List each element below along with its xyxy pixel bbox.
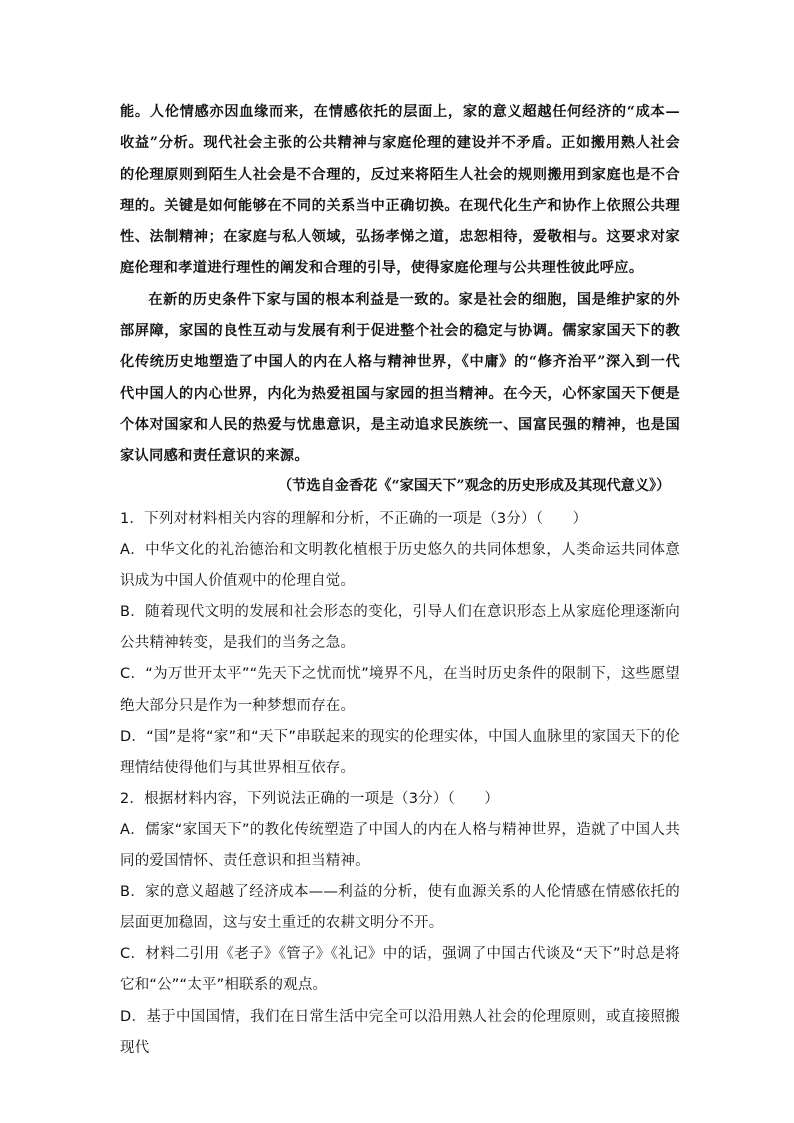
- answer-option-b: B．随着现代文明的发展和社会形态的变化，引导人们在意识形态上从家庭伦理逐渐向公共精神转变，是我们的当务之急。: [120, 604, 680, 652]
- reading-passage: [120, 97, 680, 473]
- question-item: [120, 784, 680, 1064]
- answer-option-a: A．中华文化的礼治德治和文明教化植根于历史悠久的共同体想象，人类命运共同体意识成为中国人价值观中的伦理自觉。: [120, 542, 680, 590]
- answer-option-c: C．材料二引用《老子》《管子》《礼记》中的话，强调了中国古代谈及“天下”时总是将它和“公”“太平”相联系的观点。: [120, 946, 680, 994]
- answer-option-a: A．儒家“家国天下”的教化传统塑造了中国人的内在人格与精神世界，造就了中国人共同的爱国情怀、责任意识和担当精神。: [120, 821, 680, 870]
- answer-option-c: C．“为万世开太平”“先天下之忧而忧”境界不凡，在当时历史条件的限制下，这些愿望绝大部分只是作为一种梦想而存在。: [120, 666, 680, 714]
- passage-paragraph: 在新的历史条件下家与国的根本利益是一致的。家是社会的细胞，国是维护家的外部屏障，家国的良性互动与发展有利于促进整个社会的稳定与协调。儒家家国天下的教化传统历史地塑造了中国人的内在人格与精神世界，《中庸》的“修齐治平”深入到一代代中国人的内心世界，内化为热爱祖国与家园的担当精神。在今天，心怀家国天下便是个体对国家和人民的热爱与忧患意识，是主动追求民族统一、国富民强的精神，也是国家认同感和责任意识的来源。: [120, 291, 680, 465]
- passage-source-citation: （节选自金香花《“家国天下”观念的历史形成及其现代意义》）: [278, 478, 671, 494]
- answer-option-d: D．基于中国国情，我们在日常生活中完全可以沿用熟人社会的伦理原则，或直接照搬现代: [120, 1008, 680, 1056]
- question-item: [120, 504, 680, 784]
- answer-option-d: D．“国”是将“家”和“天下”串联起来的现实的伦理实体，中国人血脉里的家国天下的伦理情结使得他们与其世界相互依存。: [120, 728, 680, 776]
- question-stem: 2．根据材料内容，下列说法正确的一项是（3分）（ ）: [120, 790, 500, 807]
- passage-paragraph: 能。人伦情感亦因血缘而来，在情感依托的层面上，家的意义超越任何经济的“成本—收益”分析。现代社会主张的公共精神与家庭伦理的建设并不矛盾。正如搬用熟人社会的伦理原则到陌生人社会是不合理的，反过来将陌生人社会的规则搬用到家庭也是不合理的。关键是如何能够在不同的关系当中正确切换。在现代化生产和协作上依照公共理性、法制精神；在家庭与私人领域，弘扬孝悌之道，忠恕相待，爱敬相与。这要求对家庭伦理和孝道进行理性的阐发和合理的引导，使得家庭伦理与公共理性彼此呼应。: [120, 104, 680, 277]
- question-stem: 1．下列对材料相关内容的理解和分析，不正确的一项是（3分）（ ）: [120, 511, 588, 527]
- answer-option-b: B．家的意义超越了经济成本——利益的分析，使有血源关系的人伦情感在情感依托的层面更加稳固，这与安土重迁的农耕文明分不开。: [120, 884, 680, 932]
- question-list: [120, 504, 680, 1064]
